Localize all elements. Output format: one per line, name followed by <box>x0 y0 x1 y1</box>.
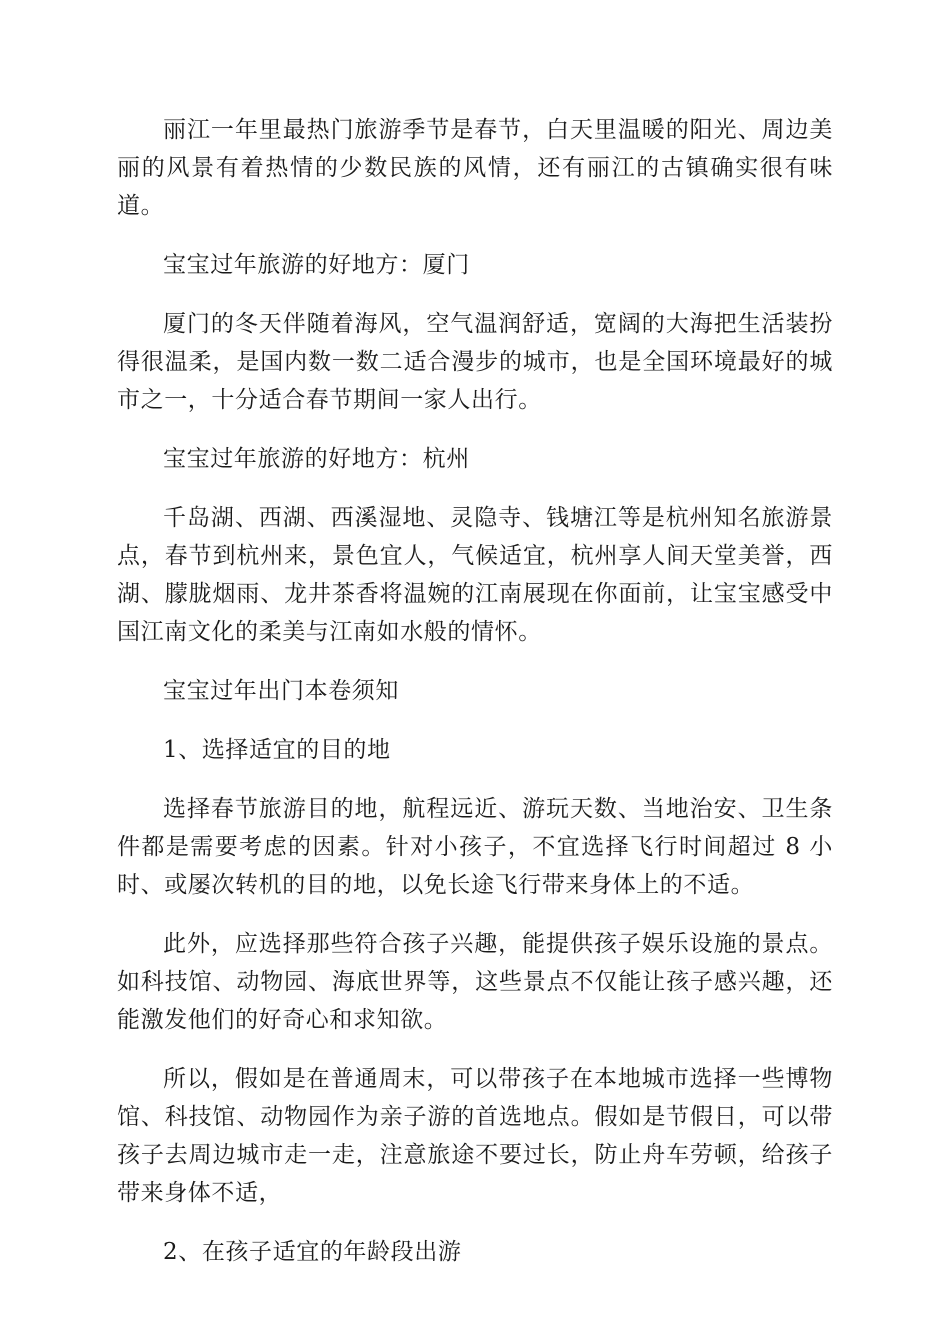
paragraph-xiamen: 厦门的冬天伴随着海风，空气温润舒适，宽阔的大海把生活装扮得很温柔，是国内数一数二适合漫步的城市，也是全国环境最好的城市之一，十分适合春节期间一家人出行。 <box>117 311 833 413</box>
heading-xiamen: 宝宝过年旅游的好地方：厦门 <box>163 252 470 278</box>
paragraph-lijiang: 丽江一年里最热门旅游季节是春节，白天里温暖的阳光、周边美丽的风景有着热情的少数民族的风情，还有丽江的古镇确实很有味道。 <box>117 117 833 219</box>
heading-travel-notes: 宝宝过年出门本卷须知 <box>163 678 399 704</box>
heading-hangzhou: 宝宝过年旅游的好地方：杭州 <box>163 446 470 472</box>
paragraph-weekend-holiday: 所以，假如是在普通周末，可以带孩子在本地城市选择一些博物馆、科技馆、动物园作为亲子游的首选地点。假如是节假日，可以带孩子去周边城市走一走，注意旅途不要过长，防止舟车劳顿，给孩子带来身体不适， <box>117 1066 833 1206</box>
heading-item-1: 1、选择适宜的目的地 <box>163 737 391 763</box>
paragraph-attractions: 此外，应选择那些符合孩子兴趣，能提供孩子娱乐设施的景点。如科技馆、动物园、海底世界等，这些景点不仅能让孩子感兴趣，还能激发他们的好奇心和求知欲。 <box>117 931 833 1033</box>
paragraph-hangzhou: 千岛湖、西湖、西溪湿地、灵隐寺、钱塘江等是杭州知名旅游景点，春节到杭州来，景色宜人，气候适宜，杭州享人间天堂美誉，西湖、朦胧烟雨、龙井茶香将温婉的江南展现在你面前，让宝宝感受中国江南文化的柔美与江南如水般的情怀。 <box>117 505 833 645</box>
heading-item-2: 2、在孩子适宜的年龄段出游 <box>163 1239 462 1265</box>
document-body <box>117 111 833 1292</box>
paragraph-destination: 选择春节旅游目的地，航程远近、游玩天数、当地治安、卫生条件都是需要考虑的因素。针对小孩子，不宜选择飞行时间超过 8 小时、或屡次转机的目的地，以免长途飞行带来身体上的不适。 <box>117 796 833 898</box>
